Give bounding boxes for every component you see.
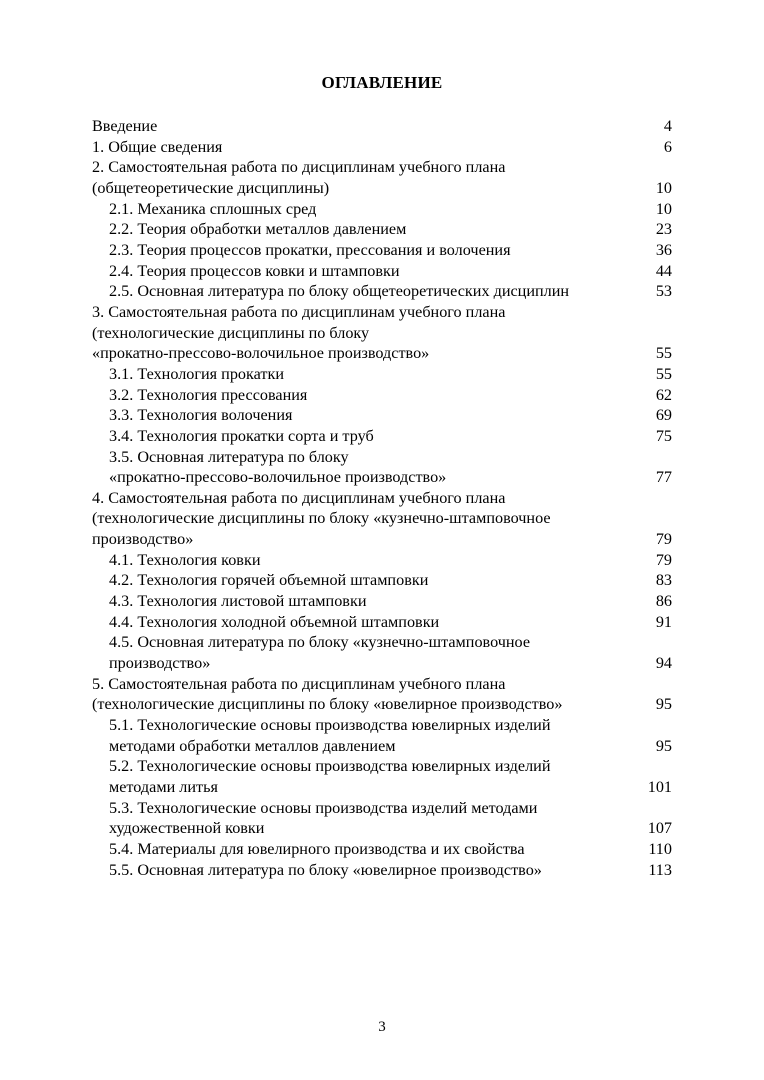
toc-entry-page: 69 [655, 406, 672, 425]
toc-entry-text: 3.5. Основная литература по блоку [109, 447, 349, 466]
toc-entry [92, 632, 672, 673]
toc-entry-page: 4 [663, 117, 672, 135]
toc-entry-page: 95 [655, 695, 672, 714]
toc-entry-page: 113 [648, 860, 672, 879]
toc-entry-text: (общетеоретические дисциплины) [92, 178, 330, 197]
toc-entry [92, 219, 672, 240]
toc-entry-page: 55 [655, 344, 672, 363]
toc-entry-text: 2.2. Теория обработки металлов давлением [109, 220, 407, 239]
toc-entry-text: 5.1. Технологические основы производства ювелирных изделий [109, 716, 551, 735]
toc-entry [92, 157, 672, 198]
toc-entry-text: (технологические дисциплины по блоку «кузнечно-штамповочное [92, 509, 551, 528]
toc-entry-page: 55 [655, 364, 672, 383]
toc-entry-page: 75 [655, 426, 672, 445]
toc-entry-text: 3.3. Технология волочения [109, 406, 293, 425]
toc-entry-text: 2. Самостоятельная работа по дисциплинам учебного плана [92, 158, 506, 177]
toc-entry [92, 591, 672, 612]
toc-entry-text: 3. Самостоятельная работа по дисциплинам учебного плана [92, 302, 506, 321]
toc-entry [92, 199, 672, 220]
toc-entry-text: 4.2. Технология горячей объемной штамповки [109, 571, 429, 590]
toc-entry-page: 79 [655, 530, 672, 549]
toc-entry [92, 756, 672, 797]
toc-entry-text: 4.3. Технология листовой штамповки [109, 592, 367, 611]
toc-entry-page: 53 [655, 282, 672, 301]
toc-entry [92, 116, 672, 137]
toc-entry-page: 6 [663, 137, 672, 156]
toc-entry-text: 5. Самостоятельная работа по дисциплинам учебного плана [92, 674, 506, 693]
toc-entry-text: 2.1. Механика сплошных сред [109, 199, 317, 218]
toc-entry-text: 3.1. Технология прокатки [109, 364, 285, 383]
toc-entry-text: производство» [92, 530, 194, 549]
toc-entry-text: 4. Самостоятельная работа по дисциплинам учебного плана [92, 488, 506, 507]
toc-title: ОГЛАВЛЕНИЕ [321, 73, 443, 92]
toc-entry-page: 110 [648, 839, 672, 858]
toc-entry-text: (технологические дисциплины по блоку [92, 323, 370, 342]
toc-entry-page: 86 [655, 592, 672, 611]
toc-entry [92, 240, 672, 261]
toc-entry [92, 570, 672, 591]
toc-entry-page: 10 [655, 199, 672, 218]
toc-entry [92, 839, 672, 860]
toc-entry [92, 261, 672, 282]
toc-entry-text: методами литья [109, 778, 218, 796]
toc-entry-text: производство» [109, 654, 211, 673]
toc-entry-text: (технологические дисциплины по блоку «ювелирное производство» [92, 695, 563, 714]
toc-entry-text: 5.3. Технологические основы производства изделий методами [109, 798, 538, 817]
toc-entry-page: 36 [655, 240, 672, 259]
toc-entry-text: «прокатно-прессово-волочильное производство» [109, 468, 447, 487]
toc-entry-page: 101 [647, 778, 672, 796]
toc-entry-text: 2.4. Теория процессов ковки и штамповки [109, 261, 400, 280]
toc-entry [92, 302, 672, 364]
toc-entry-text: художественной ковки [109, 819, 265, 838]
toc-entry [92, 364, 672, 385]
table-of-contents [92, 116, 672, 880]
toc-entry [92, 715, 672, 756]
toc-entry-page: 107 [647, 819, 672, 838]
toc-entry [92, 860, 672, 881]
toc-entry-page: 83 [655, 571, 672, 590]
toc-entry [92, 137, 672, 158]
toc-entry [92, 281, 672, 302]
toc-entry-text: 2.3. Теория процессов прокатки, прессования и волочения [109, 240, 511, 259]
toc-entry-text: 5.5. Основная литература по блоку «ювелирное производство» [109, 860, 542, 879]
toc-entry-text: 4.5. Основная литература по блоку «кузнечно-штамповочное [109, 633, 531, 652]
toc-entry-page: 91 [655, 612, 672, 631]
toc-entry-text: 3.2. Технология прессования [109, 385, 308, 404]
toc-entry [92, 405, 672, 426]
toc-entry-text: 5.4. Материалы для ювелирного производства и их свойства [109, 839, 525, 858]
toc-entry-text: 4.1. Технология ковки [109, 550, 261, 569]
toc-entry [92, 426, 672, 447]
toc-entry-page: 94 [655, 654, 672, 673]
toc-entry-page: 62 [655, 385, 672, 404]
toc-entry-page: 10 [655, 178, 672, 197]
toc-entry-text: «прокатно-прессово-волочильное производство» [92, 344, 430, 363]
toc-entry-text: Введение [92, 117, 158, 135]
toc-entry [92, 550, 672, 571]
toc-entry-text: 4.4. Технология холодной объемной штамповки [109, 612, 440, 631]
toc-entry [92, 447, 672, 488]
toc-entry-text: методами обработки металлов давлением [109, 736, 396, 755]
toc-entry-text: 5.2. Технологические основы производства ювелирных изделий [109, 757, 551, 776]
toc-entry [92, 674, 672, 715]
toc-entry-page: 23 [655, 220, 672, 239]
toc-entry-page: 95 [655, 736, 672, 755]
toc-entry-page: 79 [655, 550, 672, 569]
toc-entry-page: 77 [655, 468, 672, 487]
toc-entry [92, 612, 672, 633]
toc-entry [92, 798, 672, 839]
toc-entry-text: 1. Общие сведения [92, 137, 223, 156]
toc-entry [92, 385, 672, 406]
toc-entry [92, 488, 672, 550]
toc-entry-text: 3.4. Технология прокатки сорта и труб [109, 426, 374, 445]
toc-entry-text: 2.5. Основная литература по блоку общетеоретических дисциплин [109, 282, 570, 301]
page-number: 3 [378, 1019, 386, 1035]
toc-entry-page: 44 [655, 261, 672, 280]
